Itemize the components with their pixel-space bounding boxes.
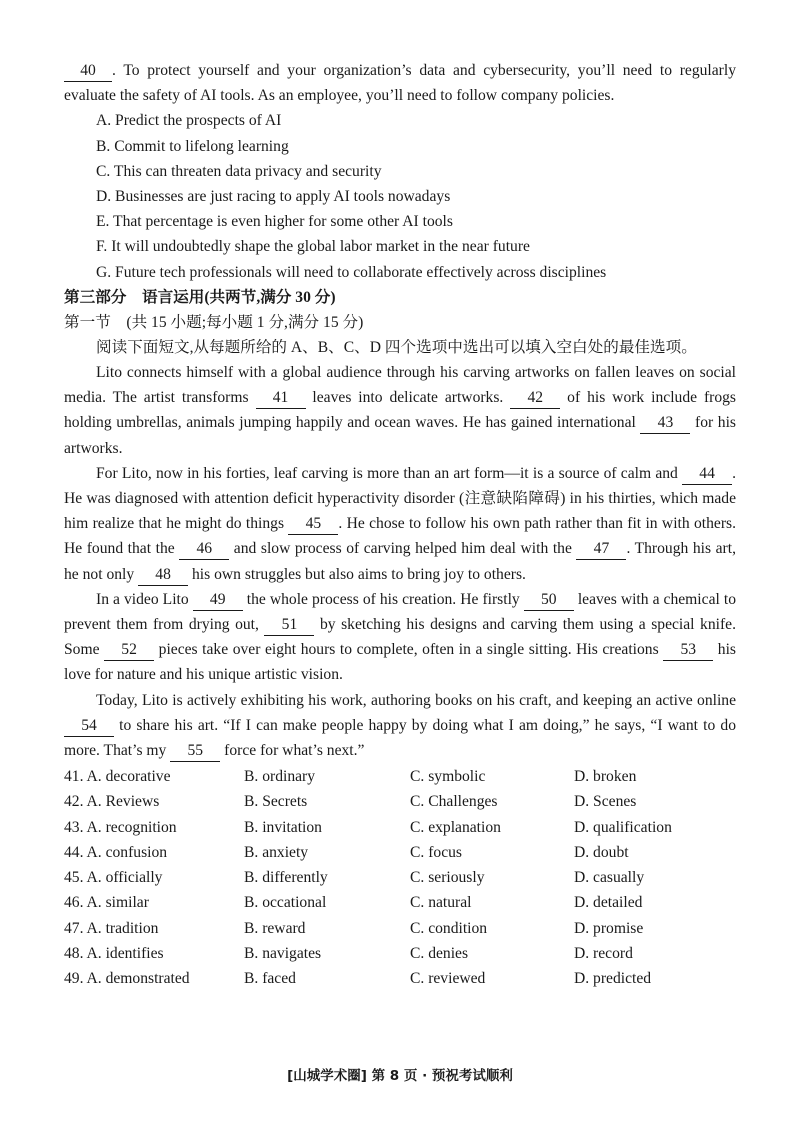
choice-d: D. detailed bbox=[574, 894, 643, 912]
option-a: A. Predict the prospects of AI bbox=[96, 112, 282, 130]
passage-text: leaves with a chemical to prevent them from drying out, bbox=[64, 590, 736, 634]
option-g: G. Future tech professionals will need to collaborate effectively across disciplines bbox=[96, 263, 607, 281]
passage-text: pieces take over eight hours to complete, often in a single sitting. His creations bbox=[158, 641, 659, 659]
choice-d: D. Scenes bbox=[574, 793, 637, 811]
choice-b: B. navigates bbox=[244, 944, 322, 962]
blank-44: 44 bbox=[682, 464, 732, 485]
choice-a: 46. A. similar bbox=[64, 894, 149, 912]
choice-b: B. faced bbox=[244, 969, 296, 987]
passage-text: to share his art. “If I can make people happy by doing what I am doing,” he says, “I want to do more. That’s my bbox=[64, 716, 736, 760]
choice-d: D. record bbox=[574, 944, 633, 962]
passage-text: . He was diagnosed with attention deficit hyperactivity disorder (注意缺陷障碍) in his thirties, which made him realize that he might do things bbox=[64, 464, 736, 533]
choice-c: C. focus bbox=[410, 843, 462, 861]
passage-text: his own struggles but also aims to bring joy to others. bbox=[191, 565, 526, 583]
choice-d: D. qualification bbox=[574, 818, 672, 836]
passage-paragraph-3 bbox=[64, 587, 736, 688]
answer-row-46 bbox=[64, 890, 736, 915]
choice-b: B. differently bbox=[244, 869, 328, 887]
page-footer: [山城学术圈] 第 8 页 · 预祝考试顺利 bbox=[287, 1068, 513, 1084]
passage-text: by sketching his designs and carving them using a special knife. Some bbox=[64, 616, 736, 659]
choice-c: C. seriously bbox=[410, 869, 485, 887]
subsection-heading: 第一节 (共 15 小题;每小题 1 分,满分 15 分) bbox=[64, 313, 364, 331]
choice-d: D. promise bbox=[574, 919, 644, 937]
seven-choice-options bbox=[64, 108, 736, 284]
passage-text: of his work include frogs holding umbrellas, animals jumping happily and ocean waves. He has gained international bbox=[64, 389, 737, 432]
passage-text: force for what’s next.” bbox=[224, 742, 365, 760]
answer-choices bbox=[64, 764, 736, 991]
passage-paragraph-1 bbox=[64, 360, 736, 461]
passage-text: Today, Lito is actively exhibiting his work, authoring books on his craft, and keeping an active online bbox=[96, 691, 736, 709]
blank-54: 54 bbox=[64, 716, 114, 737]
option-e: E. That percentage is even higher for some other AI tools bbox=[96, 213, 453, 231]
passage-text: Lito connects himself with a global audience through his carving artworks on fallen leaves on social media. The artist transforms bbox=[64, 364, 736, 407]
choice-a: 49. A. demonstrated bbox=[64, 969, 190, 987]
blank-51: 51 bbox=[264, 615, 314, 636]
choice-a: 41. A. decorative bbox=[64, 768, 171, 786]
blank-55: 55 bbox=[170, 741, 220, 762]
passage-paragraph-2 bbox=[64, 461, 736, 587]
choice-b: B. Secrets bbox=[244, 793, 308, 811]
choice-a: 45. A. officially bbox=[64, 869, 163, 887]
answer-row-41 bbox=[64, 764, 736, 789]
question-40-text: . To protect yourself and your organization’s data and cybersecurity, you’ll need to regularly evaluate the safety of AI tools. As an employee, you’ll need to follow company policies. bbox=[64, 62, 736, 105]
exam-page bbox=[64, 58, 736, 991]
answer-row-42 bbox=[64, 789, 736, 814]
choice-d: D. casually bbox=[574, 869, 645, 887]
choice-a: 43. A. recognition bbox=[64, 818, 177, 836]
choice-a: 48. A. identifies bbox=[64, 944, 164, 962]
blank-40: 40 bbox=[64, 61, 112, 82]
passage-text: the whole process of his creation. He firstly bbox=[246, 590, 520, 608]
blank-53: 53 bbox=[663, 640, 713, 661]
choice-c: C. condition bbox=[410, 919, 488, 937]
passage-text: . Through his art, he not only bbox=[64, 540, 736, 583]
choice-b: B. reward bbox=[244, 919, 306, 937]
blank-42: 42 bbox=[510, 388, 560, 409]
passage-text: In a video Lito bbox=[96, 590, 189, 608]
blank-48: 48 bbox=[138, 565, 188, 586]
instruction: 阅读下面短文,从每题所给的 A、B、C、D 四个选项中选出可以填入空白处的最佳选项。 bbox=[96, 338, 697, 356]
choice-c: C. natural bbox=[410, 894, 472, 912]
answer-row-43 bbox=[64, 815, 736, 840]
section-heading: 第三部分 语言运用(共两节,满分 30 分) bbox=[64, 288, 336, 306]
choice-b: B. invitation bbox=[244, 818, 322, 836]
passage-text: . He chose to follow his own path rather than fit in with others. He found that the bbox=[64, 515, 736, 558]
blank-52: 52 bbox=[104, 640, 154, 661]
choice-a: 42. A. Reviews bbox=[64, 793, 160, 811]
blank-41: 41 bbox=[256, 388, 306, 409]
blank-43: 43 bbox=[640, 413, 690, 434]
passage-text: leaves into delicate artworks. bbox=[312, 389, 504, 407]
answer-row-48 bbox=[64, 941, 736, 966]
answer-row-45 bbox=[64, 865, 736, 890]
blank-45: 45 bbox=[288, 514, 338, 535]
passage-paragraph-4 bbox=[64, 688, 736, 764]
choice-d: D. doubt bbox=[574, 843, 629, 861]
choice-b: B. occational bbox=[244, 894, 327, 912]
choice-d: D. broken bbox=[574, 768, 637, 786]
option-c: C. This can threaten data privacy and security bbox=[96, 162, 382, 180]
blank-49: 49 bbox=[193, 590, 243, 611]
answer-row-47 bbox=[64, 916, 736, 941]
choice-c: C. Challenges bbox=[410, 793, 498, 811]
answer-row-44 bbox=[64, 840, 736, 865]
passage-text: his love for nature and his unique artistic vision. bbox=[64, 641, 736, 684]
choice-c: C. reviewed bbox=[410, 969, 486, 987]
choice-c: C. explanation bbox=[410, 818, 501, 836]
choice-a: 44. A. confusion bbox=[64, 843, 168, 861]
answer-row-49 bbox=[64, 966, 736, 991]
option-d: D. Businesses are just racing to apply AI tools nowadays bbox=[96, 188, 451, 206]
passage-text: for his artworks. bbox=[64, 414, 736, 457]
passage-text: For Lito, now in his forties, leaf carving is more than an art form—it is a source of calm and bbox=[96, 464, 678, 482]
passage-text: and slow process of carving helped him deal with the bbox=[233, 540, 572, 558]
option-f: F. It will undoubtedly shape the global labor market in the near future bbox=[96, 238, 530, 256]
blank-50: 50 bbox=[524, 590, 574, 611]
choice-c: C. denies bbox=[410, 944, 469, 962]
choice-d: D. predicted bbox=[574, 969, 652, 987]
choice-b: B. ordinary bbox=[244, 768, 316, 786]
blank-47: 47 bbox=[576, 539, 626, 560]
choice-a: 47. A. tradition bbox=[64, 919, 159, 937]
choice-c: C. symbolic bbox=[410, 768, 486, 786]
blank-46: 46 bbox=[179, 539, 229, 560]
option-b: B. Commit to lifelong learning bbox=[96, 137, 289, 155]
question-40 bbox=[64, 58, 736, 108]
choice-b: B. anxiety bbox=[244, 843, 309, 861]
